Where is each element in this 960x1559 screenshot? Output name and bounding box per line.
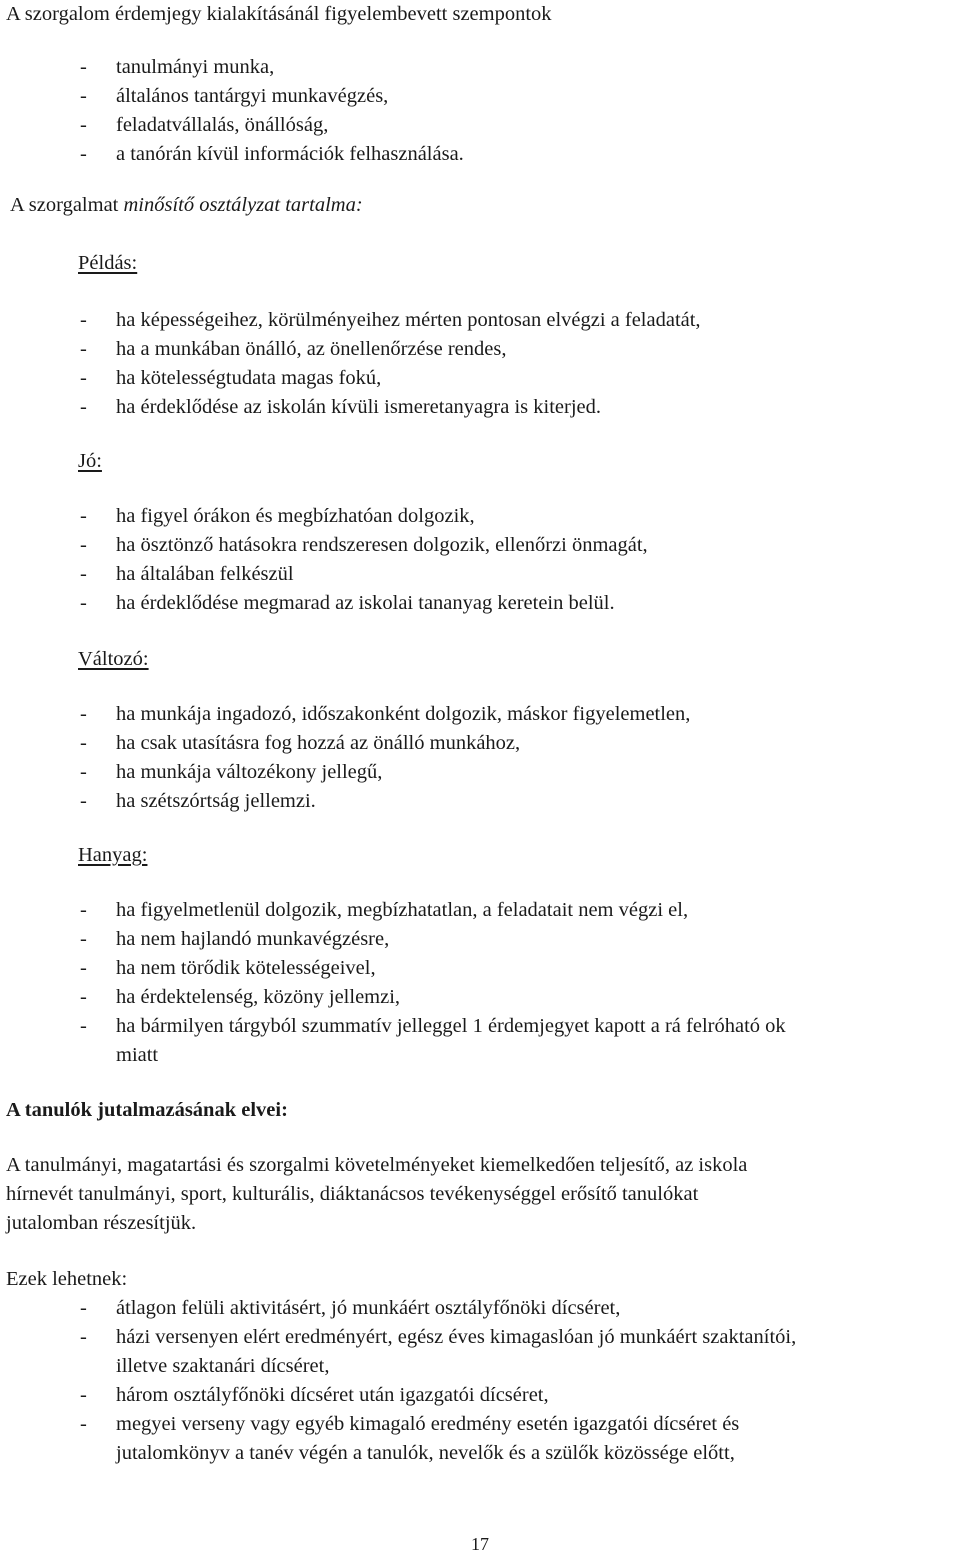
section-heading: A szorgalom érdemjegy kialakításánál figyelembevett szempontok [6,3,552,25]
heading-prefix: A szorgalmat [10,194,124,216]
list-item: ha a munkában önálló, az önellenőrzése rendes, [116,338,507,360]
list-item: általános tantárgyi munkavégzés, [116,85,389,107]
list-item: ha érdektelenség, közöny jellemzi, [116,986,401,1008]
heading-italic: minősítő osztályzat tartalma: [123,194,363,216]
list-dash: - [80,1015,87,1037]
list-item: ha nem törődik kötelességeivel, [116,957,376,979]
list-dash: - [80,56,87,78]
grade-label: Jó: [78,450,102,472]
list-item-continuation: miatt [116,1044,159,1066]
list-dash: - [80,1384,87,1406]
list-dash: - [80,563,87,585]
list-dash: - [80,367,87,389]
list-dash: - [80,338,87,360]
list-item: ha szétszórtság jellemzi. [116,790,316,812]
list-dash: - [80,928,87,950]
paragraph-line: hírnevét tanulmányi, sport, kulturális, diáktanácsos tevékenységgel erősítő tanulókat [6,1183,699,1205]
list-dash: - [80,761,87,783]
list-dash: - [80,592,87,614]
list-item-continuation: illetve szaktanári dícséret, [116,1355,330,1377]
list-dash: - [80,1413,87,1435]
list-dash: - [80,143,87,165]
list-dash: - [80,534,87,556]
list-dash: - [80,1297,87,1319]
list-dash: - [80,732,87,754]
list-dash: - [80,790,87,812]
list-dash: - [80,309,87,331]
reward-heading: A tanulók jutalmazásának elvei: [6,1099,288,1121]
list-dash: - [80,899,87,921]
list-dash: - [80,114,87,136]
list-item: ha érdeklődése megmarad az iskolai tananyag keretein belül. [116,592,615,614]
list-item: ha kötelességtudata magas fokú, [116,367,382,389]
paragraph-line: A tanulmányi, magatartási és szorgalmi követelményeket kiemelkedően teljesítő, az iskola [6,1154,748,1176]
list-item: ha képességeihez, körülményeihez mérten pontosan elvégzi a feladatát, [116,309,701,331]
grade-label: Példás: [78,252,138,274]
paragraph-line: jutalomban részesítjük. [6,1212,197,1234]
list-item: ha munkája ingadozó, időszakonként dolgozik, máskor figyelemetlen, [116,703,691,725]
list-item: tanulmányi munka, [116,56,275,78]
list-item: ha nem hajlandó munkavégzésre, [116,928,390,950]
list-dash: - [80,957,87,979]
list-item: ha csak utasításra fog hozzá az önálló munkához, [116,732,521,754]
list-dash: - [80,986,87,1008]
list-item: ha általában felkészül [116,563,294,585]
list-item: feladatvállalás, önállóság, [116,114,329,136]
list-dash: - [80,703,87,725]
section-heading [10,191,363,220]
list-item: a tanórán kívül információk felhasználása. [116,143,464,165]
list-dash: - [80,85,87,107]
list-item: ha bármilyen tárgyból szummatív jelleggel 1 érdemjegyet kapott a rá felróható ok [116,1015,786,1037]
list-item: átlagon felüli aktivitásért, jó munkáért osztályfőnöki dícséret, [116,1297,621,1319]
list-dash: - [80,505,87,527]
grade-label: Hanyag: [78,844,148,866]
list-item: házi versenyen elért eredményért, egész éves kimagaslóan jó munkáért szaktanítói, [116,1326,797,1348]
list-item: ha figyelmetlenül dolgozik, megbízhatatlan, a feladatait nem végzi el, [116,899,689,921]
list-item: ha ösztönző hatásokra rendszeresen dolgozik, ellenőrzi önmagát, [116,534,648,556]
list-item: ha figyel órákon és megbízhatóan dolgozik, [116,505,475,527]
list-dash: - [80,396,87,418]
options-label: Ezek lehetnek: [6,1268,128,1290]
list-item: ha érdeklődése az iskolán kívüli ismeretanyagra is kiterjed. [116,396,601,418]
list-item: három osztályfőnöki dícséret után igazgatói dícséret, [116,1384,549,1406]
page-number: 17 [471,1534,489,1554]
list-item: megyei verseny vagy egyéb kimagaló eredmény esetén igazgatói dícséret és [116,1413,740,1435]
list-item-continuation: jutalomkönyv a tanév végén a tanulók, nevelők és a szülők közössége előtt, [116,1442,735,1464]
list-item: ha munkája változékony jellegű, [116,761,383,783]
grade-label: Változó: [78,648,149,670]
list-dash: - [80,1326,87,1348]
